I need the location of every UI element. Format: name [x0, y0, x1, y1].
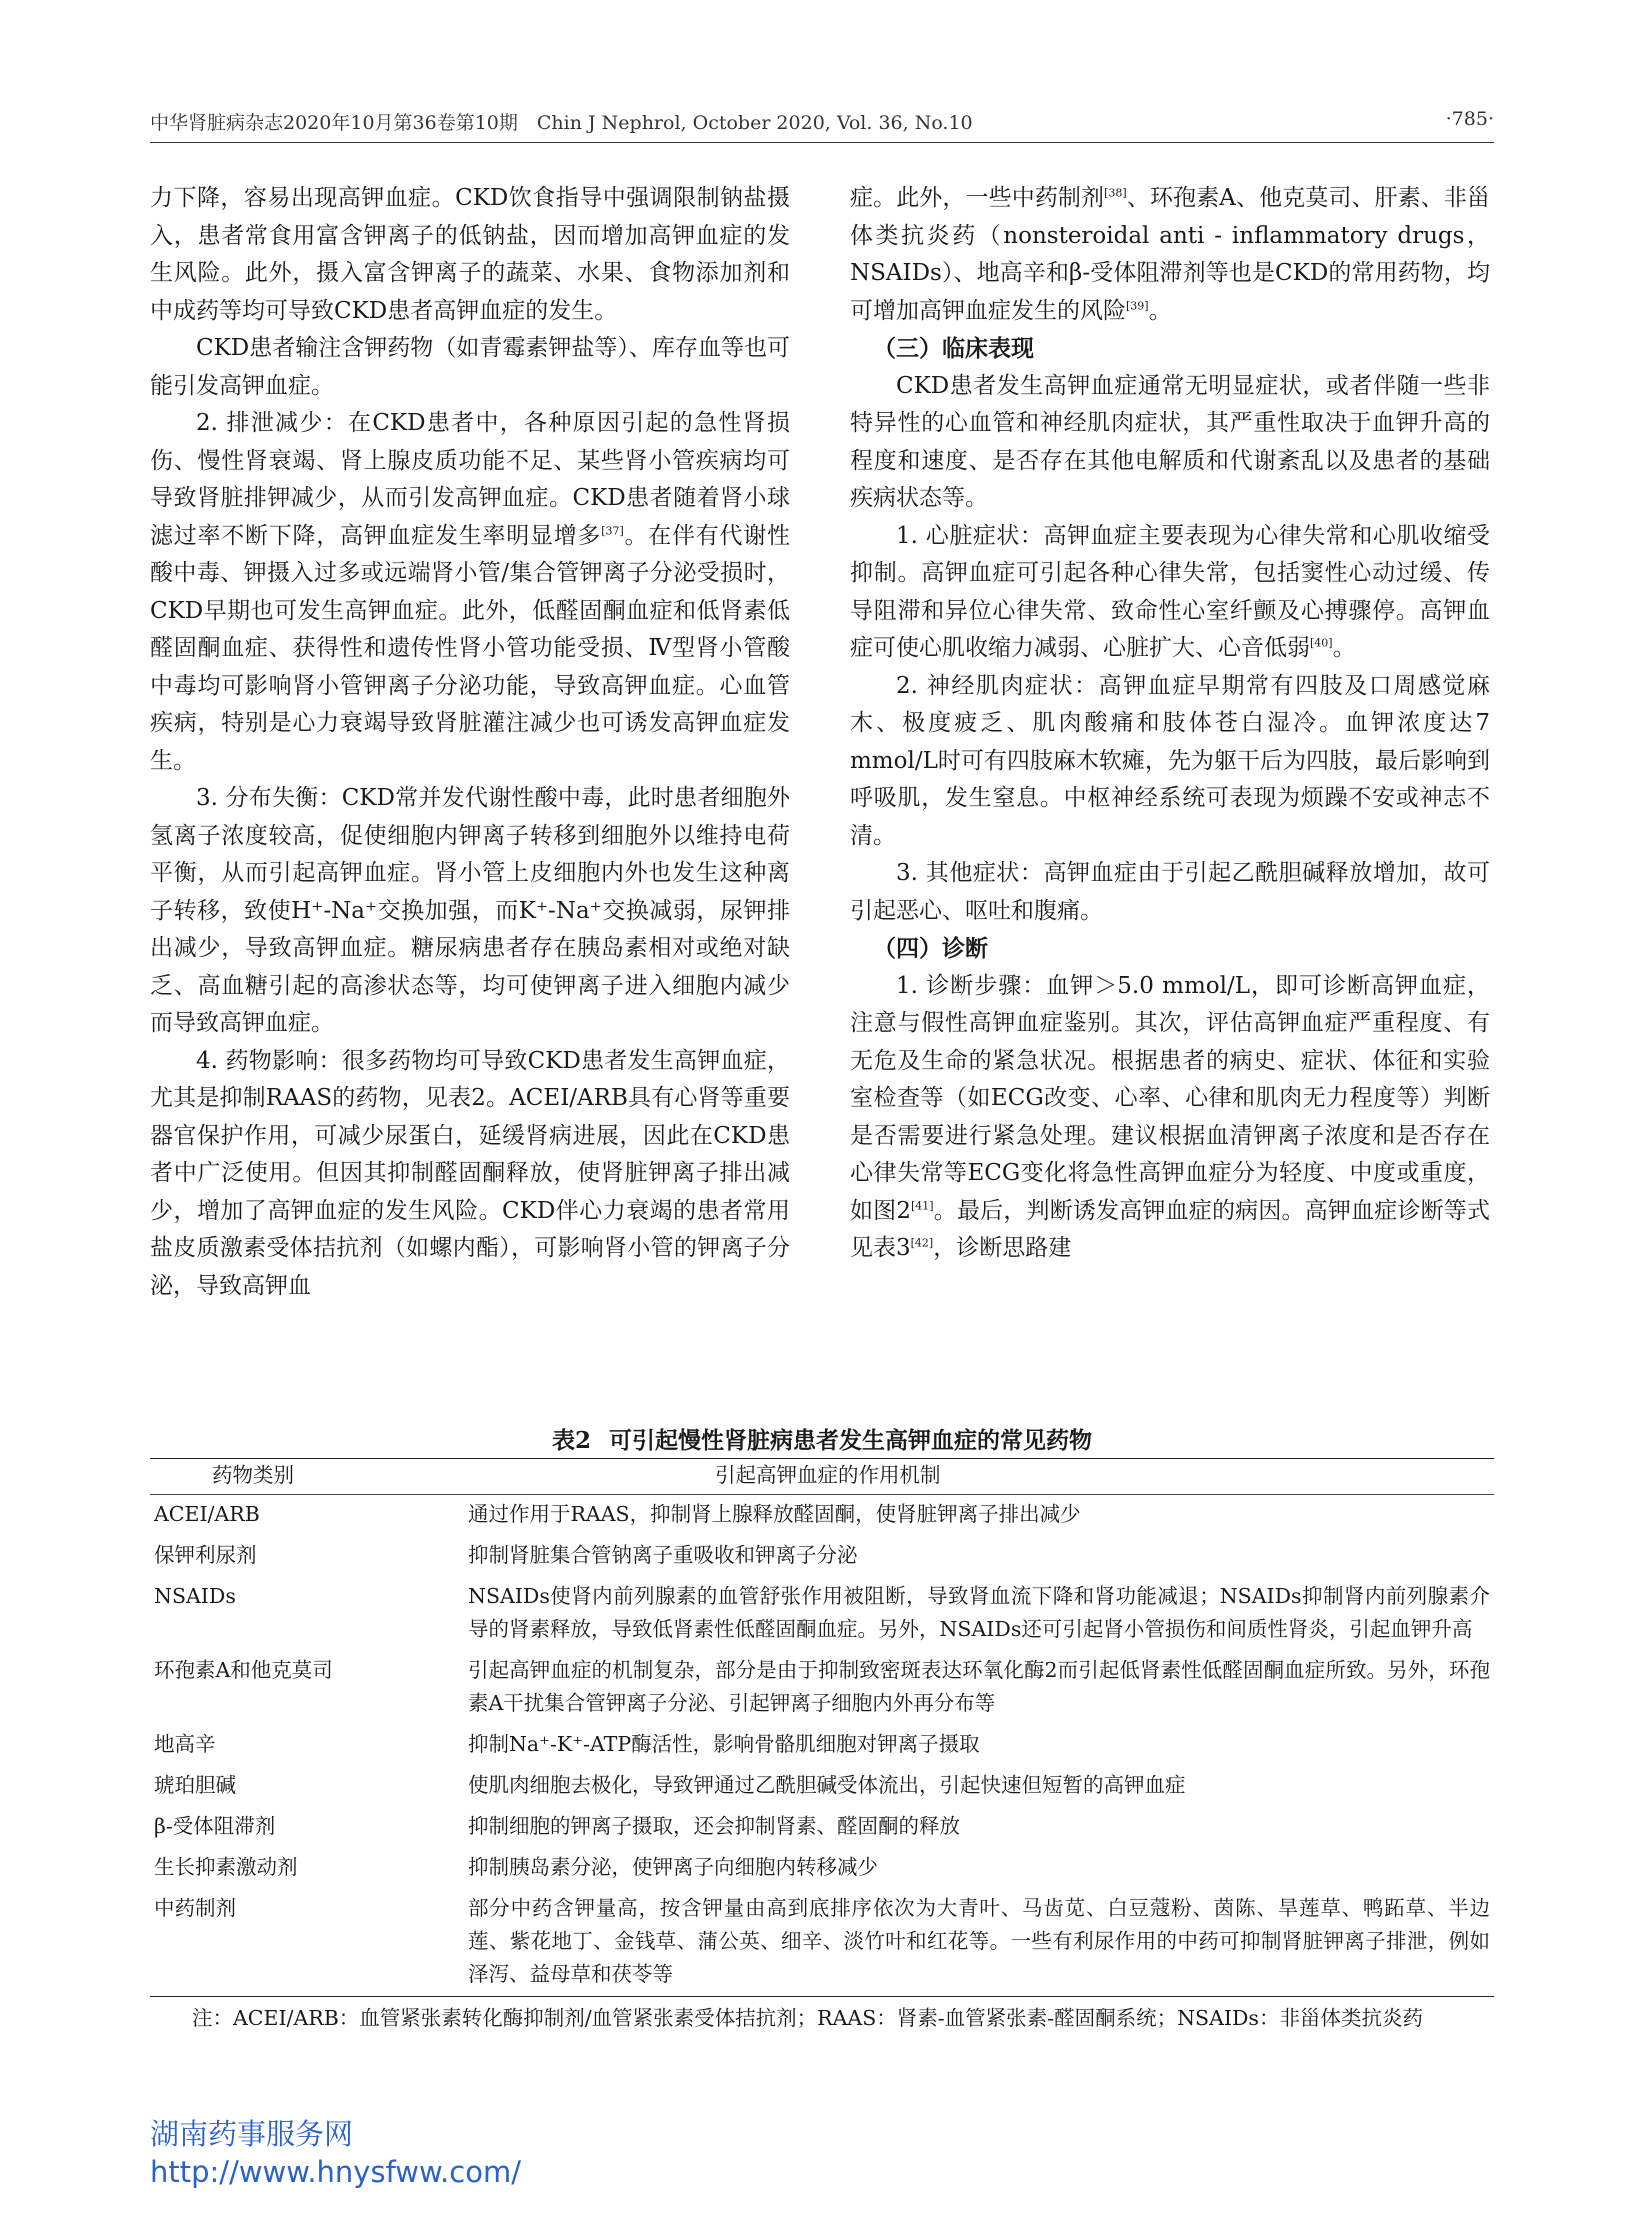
- mechanism-cell: 通过作用于RAAS，抑制肾上腺释放醛固酮，使肾脏钾离子排出减少: [468, 1502, 1081, 1526]
- table-row: [150, 1889, 1494, 1996]
- table-row: [150, 1536, 1494, 1577]
- drug-table: [150, 1458, 1494, 2035]
- right-column: [850, 180, 1490, 1268]
- drug-class-cell: 保钾利尿剂: [154, 1543, 257, 1567]
- table-title: 可引起慢性肾脏病患者发生高钾血症的常见药物: [609, 1427, 1092, 1454]
- mechanism-cell: 引起高钾血症的机制复杂，部分是由于抑制致密斑表达环氧化酶2而引起低肾素性低醛固酮血症所致。另外，环孢素A干扰集合管钾离子分泌、引起钾离子细胞内外再分布等: [468, 1658, 1490, 1715]
- table-row: [150, 1651, 1494, 1725]
- drug-class-cell: 地高辛: [154, 1732, 216, 1756]
- mechanism-cell: 抑制细胞的钾离子摄取，还会抑制肾素、醛固酮的释放: [468, 1814, 960, 1838]
- paragraph-drugs: 4. 药物影响：很多药物均可导致CKD患者发生高钾血症，尤其是抑制RAAS的药物，见表2。ACEI/ARB具有心肾等重要器官保护作用，可减少尿蛋白，延缓肾病进展，因此在CKD患者中广泛使用。但因其抑制醛固酮释放，使肾脏钾离子排出减少，增加了高钾血症的发生风险。CKD伴心力衰竭的患者常用盐皮质激素受体拮抗剂（如螺内酯），可影响肾小管的钾离子分泌，导致高钾血: [150, 1047, 790, 1299]
- drug-class-cell: 琥珀胆碱: [154, 1773, 236, 1797]
- paragraph-cardiac: 1. 心脏症状：高钾血症主要表现为心律失常和心肌收缩受抑制。高钾血症可引起各种心律失常，包括窦性心动过缓、传导阻滞和异位心律失常、致命性心室纤颤及心搏骤停。高钾血症可使心肌收缩力减弱、心脏扩大、心音低弱[40]。: [850, 522, 1490, 661]
- running-header: [150, 108, 1494, 138]
- table-label: 表2: [551, 1427, 591, 1454]
- paragraph-clinical: CKD患者发生高钾血症通常无明显症状，或者伴随一些非特异性的心血管和神经肌肉症状，其严重性取决于血钾升高的程度和速度、是否存在其他电解质和代谢紊乱以及患者的基础疾病状态等。: [850, 372, 1490, 511]
- journal-citation: 中华肾脏病杂志2020年10月第36卷第10期 Chin J Nephrol, October 2020, Vol. 36, No.10: [150, 112, 973, 134]
- table-row: [150, 1495, 1494, 1536]
- paragraph-drugs-continued: 症。此外，一些中药制剂[38]、环孢素A、他克莫司、肝素、非甾体类抗炎药（nonsteroidal anti - inflammatory drugs，NSAIDs）、地高辛和β-受体阻滞剂等也是CKD的常用药物，均可增加高钾血症发生的风险[39]。: [850, 185, 1490, 324]
- table-caption: [150, 1422, 1494, 1455]
- paragraph-diet: 力下降，容易出现高钾血症。CKD饮食指导中强调限制钠盐摄入，患者常食用富含钾离子的低钠盐，因而增加高钾血症的发生风险。此外，摄入富含钾离子的蔬菜、水果、食物添加剂和中成药等均可导致CKD患者高钾血症的发生。: [150, 185, 790, 324]
- paragraph-infusion: CKD患者输注含钾药物（如青霉素钾盐等）、库存血等也可能引发高钾血症。: [150, 335, 790, 399]
- paragraph-neuromuscular: 2. 神经肌肉症状：高钾血症早期常有四肢及口周感觉麻木、极度疲乏、肌肉酸痛和肢体苍白湿冷。血钾浓度达7 mmol/L时可有四肢麻木软瘫，先为躯干后为四肢，最后影响到呼吸肌，发生窒息。中枢神经系统可表现为烦躁不安或神志不清。: [850, 672, 1490, 849]
- watermark-url[interactable]: http://www.hnysfww.com/: [150, 2155, 521, 2189]
- watermark-site-name: 湖南药事服务网: [150, 2117, 354, 2151]
- drug-class-cell: NSAIDs: [154, 1584, 236, 1608]
- paragraph-distribution: 3. 分布失衡：CKD常并发代谢性酸中毒，此时患者细胞外氢离子浓度较高，促使细胞内钾离子转移到细胞外以维持电荷平衡，从而引起高钾血症。肾小管上皮细胞内外也发生这种离子转移，致使H⁺-Na⁺交换加强，而K⁺-Na⁺交换减弱，尿钾排出减少，导致高钾血症。糖尿病患者存在胰岛素相对或绝对缺乏、高血糖引起的高渗状态等，均可使钾离子进入细胞内减少而导致高钾血症。: [150, 785, 790, 1036]
- header-mechanism: 引起高钾血症的作用机制: [715, 1463, 941, 1487]
- citation-37: [37]: [601, 523, 624, 537]
- mechanism-cell: 抑制肾脏集合管钠离子重吸收和钾离子分泌: [468, 1543, 858, 1567]
- paragraph-excretion: 2. 排泄减少：在CKD患者中，各种原因引起的急性肾损伤、慢性肾衰竭、肾上腺皮质功能不足、某些肾小管疾病均可导致肾脏排钾减少，从而引发高钾血症。CKD患者随着肾小球滤过率不断下降，高钾血症发生率明显增多[37]。在伴有代谢性酸中毒、钾摄入过多或远端肾小管/集合管钾离子分泌受损时，CKD早期也可发生高钾血症。此外，低醛固酮血症和低肾素低醛固酮血症、获得性和遗传性肾小管功能受损、Ⅳ型肾小管酸中毒均可影响肾小管钾离子分泌功能，导致高钾血症。心血管疾病，特别是心力衰竭导致肾脏灌注减少也可诱发高钾血症发生。: [150, 410, 791, 774]
- table-row: [150, 1725, 1494, 1766]
- drug-class-cell: 生长抑素激动剂: [154, 1855, 298, 1879]
- citation-38: [38]: [1104, 186, 1127, 200]
- header-drug-class: 药物类别: [212, 1463, 294, 1487]
- mechanism-cell: 抑制Na⁺-K⁺-ATP酶活性，影响骨骼肌细胞对钾离子摄取: [468, 1732, 980, 1756]
- drug-class-cell: 中药制剂: [154, 1896, 236, 1920]
- citation-39: [39]: [1126, 298, 1149, 312]
- section-heading-diagnosis: （四）诊断: [873, 935, 988, 962]
- paragraph-diagnosis: 1. 诊断步骤：血钾＞5.0 mmol/L，即可诊断高钾血症，注意与假性高钾血症鉴别。其次，评估高钾血症严重程度、有无危及生命的紧急状况。根据患者的病史、症状、体征和实验室检查等（如ECG改变、心率、心律和肌肉无力程度等）判断是否需要进行紧急处理。建议根据血清钾离子浓度和是否存在心律失常等ECG变化将急性高钾血症分为轻度、中度或重度，如图2[41]。最后，判断诱发高钾血症的病因。高钾血症诊断等式见表3[42]，诊断思路建: [850, 972, 1490, 1261]
- citation-42: [42]: [910, 1236, 934, 1250]
- paragraph-other-symptoms: 3. 其他症状：高钾血症由于引起乙酰胆碱释放增加，故可引起恶心、呕吐和腹痛。: [850, 860, 1490, 924]
- table-header: [150, 1459, 1494, 1494]
- page-number: ·785·: [1445, 108, 1494, 130]
- mechanism-cell: NSAIDs使肾内前列腺素的血管舒张作用被阻断，导致肾血流下降和肾功能减退；NSAIDs抑制肾内前列腺素介导的肾素释放，导致低肾素性低醛固酮血症。另外，NSAIDs还可引起肾小管损伤和间质性肾炎，引起血钾升高: [468, 1584, 1490, 1641]
- left-column: [150, 180, 790, 1305]
- header-divider: [150, 142, 1494, 143]
- table-row: [150, 1807, 1494, 1848]
- mechanism-cell: 部分中药含钾量高，按含钾量由高到底排序依次为大青叶、马齿苋、白豆蔻粉、茵陈、旱莲草、鸭跖草、半边莲、紫花地丁、金钱草、蒲公英、细辛、淡竹叶和红花等。一些有利尿作用的中药可抑制肾脏钾离子排泄，例如泽泻、益母草和茯苓等: [468, 1896, 1490, 1986]
- citation-40: [40]: [1310, 636, 1333, 650]
- watermark: [150, 2115, 521, 2191]
- section-heading-clinical: （三）临床表现: [873, 335, 1034, 362]
- citation-41: [41]: [911, 1198, 934, 1212]
- mechanism-cell: 抑制胰岛素分泌，使钾离子向细胞内转移减少: [468, 1855, 878, 1879]
- drug-class-cell: ACEI/ARB: [154, 1502, 260, 1526]
- table-row: [150, 1577, 1494, 1651]
- drug-class-cell: 环孢素A和他克莫司: [154, 1658, 333, 1682]
- mechanism-cell: 使肌肉细胞去极化，导致钾通过乙酰胆碱受体流出，引起快速但短暂的高钾血症: [468, 1773, 1186, 1797]
- table-row: [150, 1848, 1494, 1889]
- drug-class-cell: β-受体阻滞剂: [154, 1814, 276, 1838]
- table-body: [150, 1495, 1494, 1996]
- table-row: [150, 1766, 1494, 1807]
- table-note: 注：ACEI/ARB：血管紧张素转化酶抑制剂/血管紧张素受体拮抗剂；RAAS：肾素-血管紧张素-醛固酮系统；NSAIDs：非甾体类抗炎药: [192, 2006, 1423, 2030]
